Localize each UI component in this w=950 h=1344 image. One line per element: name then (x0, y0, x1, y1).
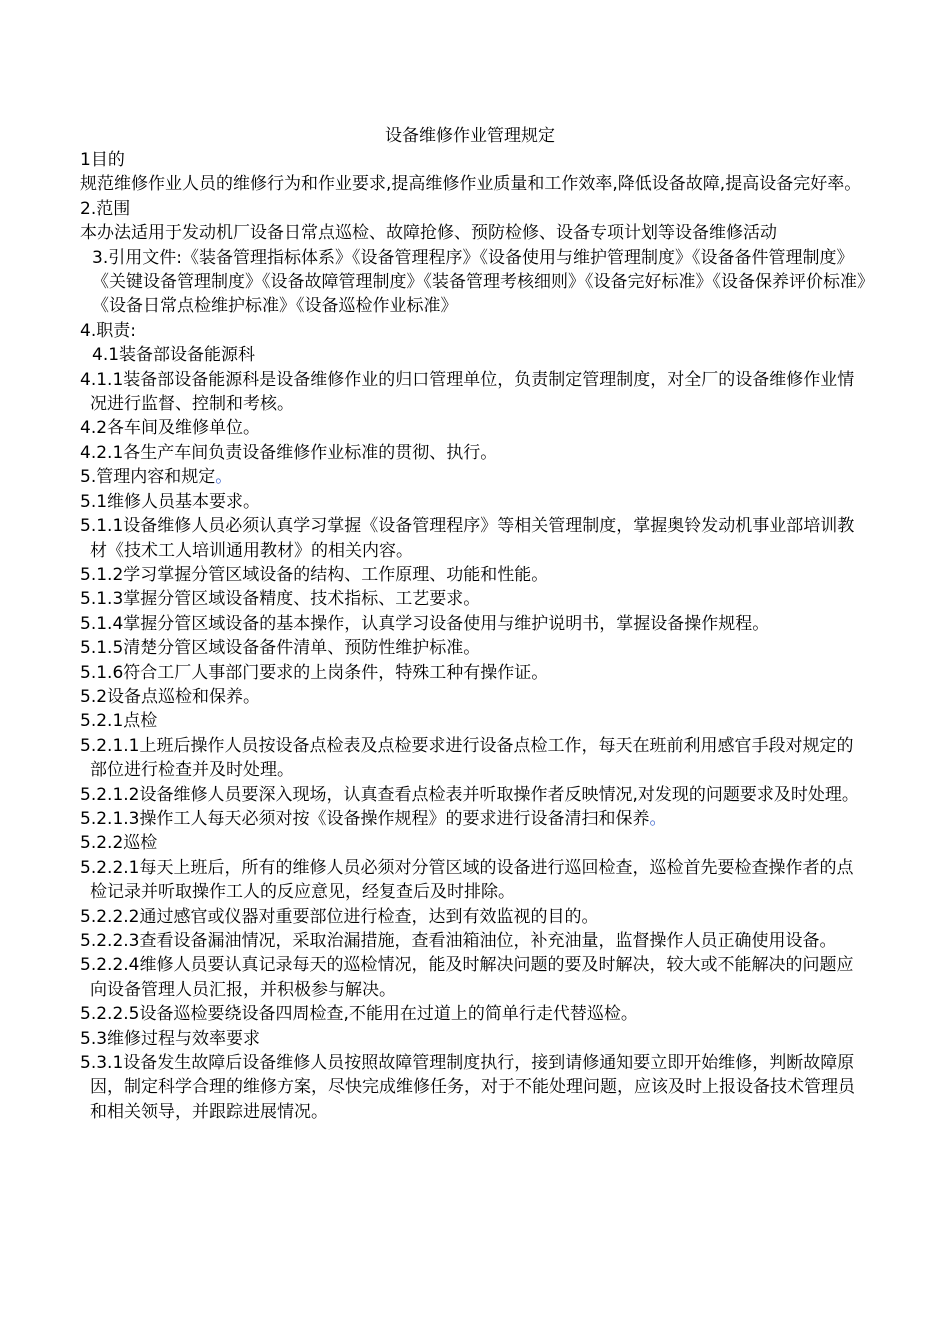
period-mark: 。 (649, 808, 667, 829)
paragraph: 本办法适用于发动机厂设备日常点巡检、故障抢修、预防检修、设备专项计划等设备维修活动 (80, 223, 777, 244)
section-heading: 4.职责: (80, 320, 136, 341)
paragraph: 5.2.1.1上班后操作人员按设备点检表及点检要求进行设备点检工作，每天在班前利用感官手段对规定的部位进行检查并及时处理。 (80, 735, 854, 781)
paragraph: 3.引用文件:《装备管理指标体系》《设备管理程序》《设备使用与维护管理制度》《设备备件管理制度》《关键设备管理制度》《设备故障管理制度》《装备管理考核细则》《设备完好标准》《设备保养评价标准》《设备日常点检维护标准》《设备巡检作业标准》 (92, 247, 866, 317)
subsection-heading: 5.2设备点巡检和保养。 (80, 686, 261, 707)
paragraph: 5.2.2.2通过感官或仪器对重要部位进行检查，达到有效监视的目的。 (80, 906, 599, 927)
paragraph: 规范维修作业人员的维修行为和作业要求,提高维修作业质量和工作效率,降低设备故障,提高设备完好率。 (80, 174, 862, 195)
paragraph-text: 5.2.1.3操作工人每天必须对按《设备操作规程》的要求进行设备清扫和保养 (80, 808, 650, 829)
paragraph: 5.2.2.3查看设备漏油情况，采取治漏措施，查看油箱油位，补充油量，监督操作人员正确使用设备。 (80, 931, 837, 951)
section-heading: 2.范围 (80, 198, 131, 219)
paragraph: 5.1.4掌握分管区域设备的基本操作，认真学习设备使用与维护说明书，掌握设备操作规程。 (80, 613, 770, 634)
paragraph (80, 807, 870, 831)
subsection-heading: 5.3维修过程与效率要求 (80, 1028, 261, 1049)
paragraph: 5.1.6符合工厂人事部门要求的上岗条件，特殊工种有操作证。 (80, 662, 549, 683)
paragraph: 4.1.1装备部设备能源科是设备维修作业的归口管理单位，负责制定管理制度，对全厂的设备维修作业情况进行监督、控制和考核。 (80, 369, 855, 415)
paragraph: 5.2.2.1每天上班后，所有的维修人员必须对分管区域的设备进行巡回检查，巡检首先要检查操作者的点检记录并听取操作工人的反应意见，经复查后及时排除。 (80, 857, 854, 903)
subsection-heading: 5.1维修人员基本要求。 (80, 491, 261, 512)
paragraph: 5.1.3掌握分管区域设备精度、技术指标、工艺要求。 (80, 589, 481, 610)
paragraph: 5.3.1设备发生故障后设备维修人员按照故障管理制度执行，接到请修通知要立即开始维修，判断故障原因，制定科学合理的维修方案，尽快完成维修任务，对于不能处理问题，应该及时上报设备技术管理员和相关领导，并跟踪进展情况。 (80, 1053, 855, 1122)
paragraph: 5.1.5清楚分管区域设备备件清单、预防性维护标准。 (80, 638, 481, 659)
section-heading (80, 465, 870, 489)
document-body (80, 148, 870, 1124)
paragraph: 5.2.1.2设备维修人员要深入现场，认真查看点检表并听取操作者反映情况,对发现的问题要求及时处理。 (80, 784, 859, 805)
paragraph: 5.2.2.5设备巡检要绕设备四周检查,不能用在过道上的简单行走代替巡检。 (80, 1004, 638, 1025)
subsection-heading: 4.2各车间及维修单位。 (80, 418, 261, 439)
section-heading-text: 5.管理内容和规定 (80, 467, 216, 488)
subsection-heading: 5.2.2巡检 (80, 833, 158, 854)
paragraph: 5.1.1设备维修人员必须认真学习掌握《设备管理程序》等相关管理制度，掌握奥铃发动机事业部培训教材《技术工人培训通用教材》的相关内容。 (80, 516, 855, 561)
section-heading: 1目的 (80, 150, 125, 170)
subsection-heading: 4.1装备部设备能源科 (92, 345, 256, 366)
paragraph: 4.2.1各生产车间负责设备维修作业标准的贯彻、执行。 (80, 442, 498, 463)
paragraph: 5.2.2.4维修人员要认真记录每天的巡检情况，能及时解决问题的要及时解决，较大或不能解决的问题应向设备管理人员汇报，并积极参与解决。 (80, 955, 854, 1000)
subsection-heading: 5.2.1点检 (80, 711, 158, 732)
document-title: 设备维修作业管理规定 (385, 126, 555, 146)
period-mark: 。 (215, 467, 233, 488)
paragraph: 5.1.2学习掌握分管区域设备的结构、工作原理、功能和性能。 (80, 564, 549, 585)
